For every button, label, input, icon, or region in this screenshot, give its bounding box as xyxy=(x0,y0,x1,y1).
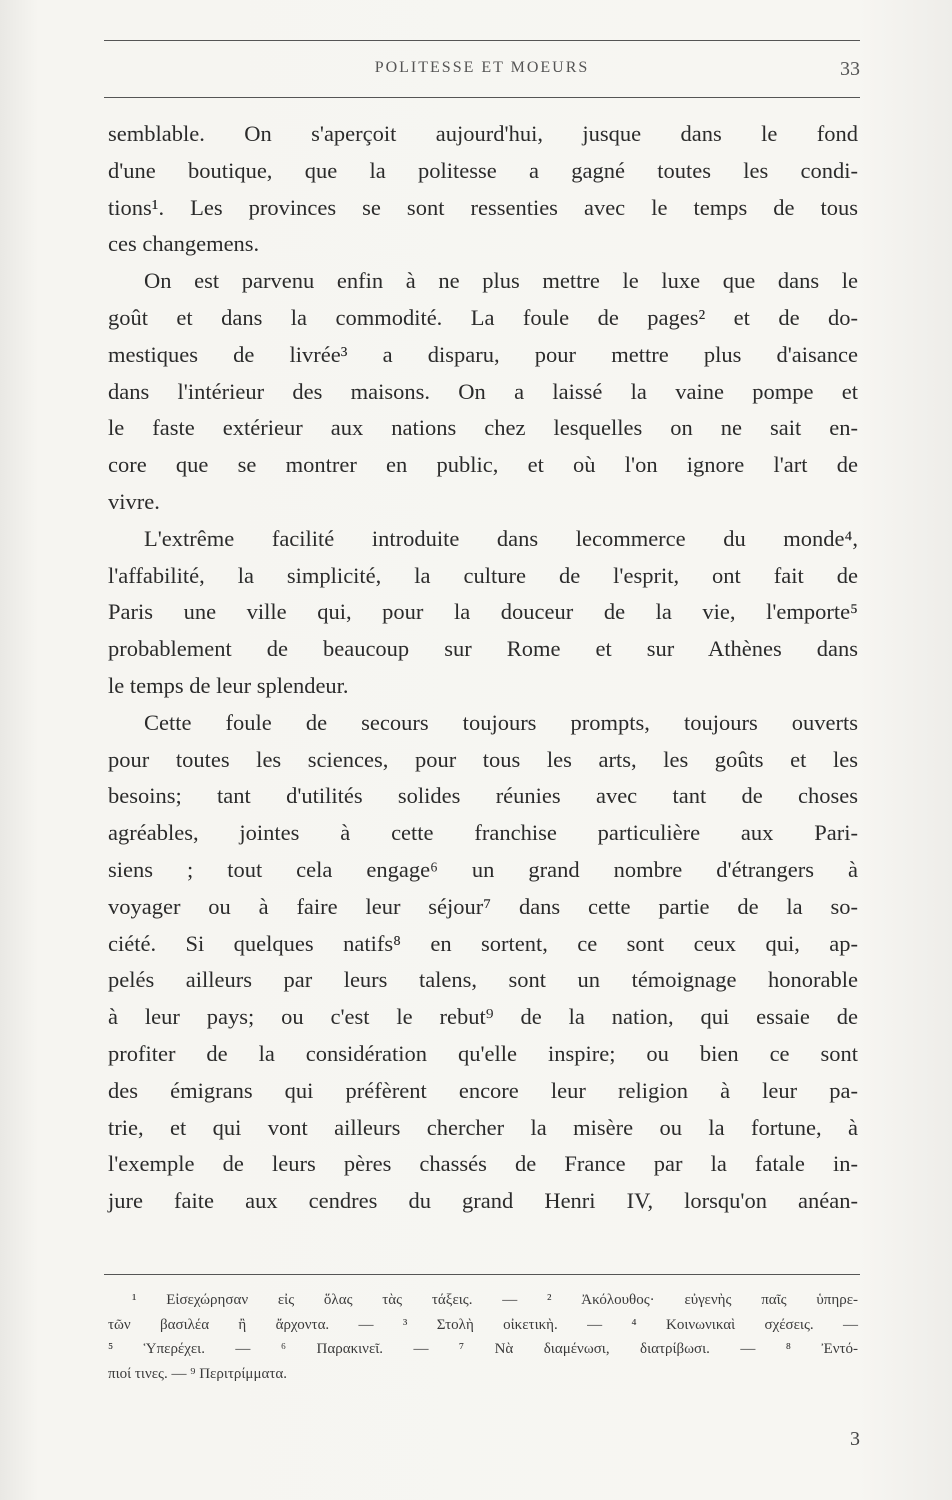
text-line: On est parvenu enfin à ne plus mettre le luxe que dans le xyxy=(144,268,858,294)
text-line: des émigrans qui préfèrent encore leur religion à leur pa- xyxy=(108,1077,858,1103)
text-line: le temps de leur splendeur. xyxy=(108,672,349,698)
text-line: profiter de la considération qu'elle inspire; ou bien ce sont xyxy=(108,1040,858,1066)
text-line: jure faite aux cendres du grand Henri IV, lorsqu'on anéan- xyxy=(108,1188,858,1214)
text-line: goût et dans la commodité. La foule de pages² et de do- xyxy=(108,304,858,330)
header-top-rule xyxy=(104,40,860,41)
text-line: siens ; tout cela engage⁶ un grand nombre d'étrangers à xyxy=(108,856,858,882)
text-line: tions¹. Les provinces se sont ressenties avec le temps de tous xyxy=(108,194,858,220)
text-line: l'exemple de leurs pères chassés de France par la fatale in- xyxy=(108,1151,858,1177)
text-line: Paris une ville qui, pour la douceur de la vie, l'emporte⁵ xyxy=(108,599,858,625)
text-line: d'une boutique, que la politesse a gagné toutes les condi- xyxy=(108,157,858,183)
main-text xyxy=(108,116,858,1220)
text-line: ciété. Si quelques natifs⁸ en sortent, ce sont ceux qui, ap- xyxy=(108,930,858,956)
signature-mark: 3 xyxy=(850,1428,860,1450)
page-number: 33 xyxy=(840,58,860,80)
footnote-line: πιοί τινες. — ⁹ Περιτρίμματα. xyxy=(108,1365,287,1382)
text-line: pelés ailleurs par leurs talens, sont un témoignage honorable xyxy=(108,967,858,993)
text-line: à leur pays; ou c'est le rebut⁹ de la nation, qui essaie de xyxy=(108,1004,858,1030)
text-line: le faste extérieur aux nations chez lesquelles on ne sait en- xyxy=(108,415,858,441)
text-line: agréables, jointes à cette franchise particulière aux Pari- xyxy=(108,820,858,846)
header-bottom-rule xyxy=(104,97,860,98)
text-line: pour toutes les sciences, pour tous les arts, les goûts et les xyxy=(108,746,858,772)
text-line: mestiques de livrée³ a disparu, pour mettre plus d'aisance xyxy=(108,341,858,367)
text-line: core que se montrer en public, et où l'on ignore l'art de xyxy=(108,452,858,478)
footnote-line: ⁵ Ὑπερέχει. — ⁶ Παρακινεῖ. — ⁷ Νὰ διαμένωσι, διατρίβωσι. — ⁸ Ἐντό- xyxy=(108,1341,858,1357)
footnote-line: τῶν βασιλέα ἢ ἄρχοντα. — ³ Στολὴ οἰκετικὴ. — ⁴ Κοινωνικαὶ σχέσεις. — xyxy=(108,1316,858,1333)
text-line: semblable. On s'aperçoit aujourd'hui, jusque dans le fond xyxy=(108,121,858,146)
text-line: probablement de beaucoup sur Rome et sur Athènes dans xyxy=(108,636,858,662)
text-line: trie, et qui vont ailleurs chercher la misère ou la fortune, à xyxy=(108,1114,858,1140)
page-header xyxy=(104,50,860,90)
footnotes xyxy=(108,1288,858,1386)
text-line: voyager ou à faire leur séjour⁷ dans cette partie de la so- xyxy=(108,893,858,919)
text-line: ces changemens. xyxy=(108,231,260,257)
text-line: L'extrême facilité introduite dans lecommerce du monde⁴, xyxy=(144,525,858,551)
text-line: Cette foule de secours toujours prompts, toujours ouverts xyxy=(144,709,858,735)
footnote-rule xyxy=(104,1274,860,1275)
running-title: POLITESSE ET MOEURS xyxy=(374,59,590,76)
text-line: besoins; tant d'utilités solides réunies avec tant de choses xyxy=(108,783,858,809)
text-line: l'affabilité, la simplicité, la culture de l'esprit, ont fait de xyxy=(108,562,858,588)
text-line: vivre. xyxy=(108,488,160,514)
text-line: dans l'intérieur des maisons. On a laissé la vaine pompe et xyxy=(108,378,858,404)
footnote-line: ¹ Εἰσεχώρησαν εἰς ὅλας τὰς τάξεις. — ² Ἀκόλουθος· εὐγενὴς παῖς ὑπηρε- xyxy=(132,1292,858,1308)
